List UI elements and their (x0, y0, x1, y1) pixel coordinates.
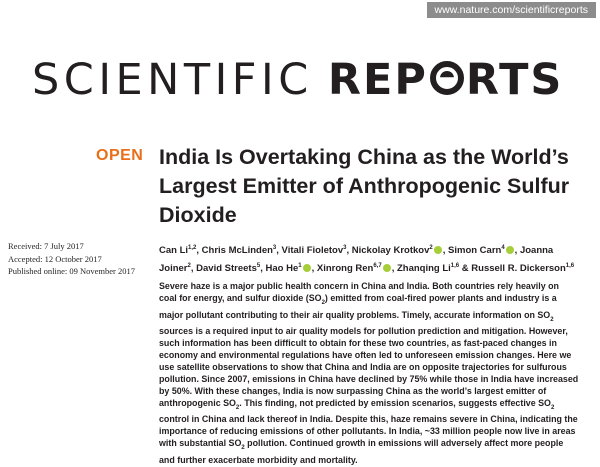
journal-logo-icon (430, 61, 464, 95)
author-separator: , (346, 245, 352, 257)
author-name[interactable]: Hao He (265, 262, 299, 274)
masthead-rep: REP (327, 55, 428, 105)
abstract (159, 281, 579, 467)
author-name[interactable]: Zhanqing Li (396, 262, 451, 274)
author-entry (282, 245, 352, 256)
author-name[interactable]: Russell R. Dickerson (471, 262, 566, 274)
author-affiliation: 2 (429, 245, 433, 251)
author-separator: , (260, 262, 266, 274)
author-entry (448, 245, 520, 256)
abstract-text: ) emitted from coal-fired power plants and industry is a major pollutant contributing to their air quality problems. Timely, accurate information on SO (159, 292, 557, 320)
article-title: India Is Overtaking China as the World’s Largest Emitter of Anthropogenic Sulfur Dioxide (159, 145, 570, 227)
abstract-text: Severe haze is a major public health concern in China and India. Both countries rely heavily on coal for energy, and sulfur dioxide (SO (159, 281, 559, 303)
masthead-rts: RTS (465, 55, 564, 105)
orcid-icon[interactable] (506, 246, 514, 254)
accepted-date: Accepted: 12 October 2017 (8, 253, 102, 264)
author-separator: , (311, 262, 317, 274)
abstract-text: sources is a required input to air quality models for pollution prediction and mitigation. However, such information has been difficult to obtain for these two countries, as fast-paced changes in economy and environmental regulations have often led to unforeseen emission changes. Here we use satellite observations to show that China and India are on opposite trajectories for sulfurous pollution. Since 2007, emissions in China have declined by 75% while those in India have increased by 50%. With these changes, India is now surpassing China as the world’s largest emitter of anthropogenic SO (159, 326, 579, 408)
open-access-label: OPEN (96, 147, 144, 164)
author-separator: , (514, 245, 520, 257)
author-entry (196, 263, 265, 274)
author-entry (471, 263, 574, 274)
author-entry (352, 245, 448, 256)
abstract-subscript: 2 (550, 316, 554, 323)
abstract-text: pollution. Continued growth in emissions will adversely affect more people and further exacerbate morbidity and mortality. (159, 438, 564, 465)
author-separator: , (196, 245, 202, 257)
author-affiliation: 1 (298, 262, 302, 269)
author-separator: & (459, 262, 472, 274)
author-entry (397, 263, 471, 274)
author-affiliation: 1,6 (565, 262, 575, 269)
author-entry (159, 245, 202, 256)
author-separator: , (442, 245, 449, 257)
orcid-icon[interactable] (383, 264, 391, 272)
abstract-subscript: 2 (235, 404, 240, 411)
author-entry (266, 263, 317, 274)
abstract-subscript: 2 (241, 445, 245, 451)
journal-url-link[interactable]: www.nature.com/scientificreports (427, 2, 596, 18)
author-entry (317, 263, 397, 274)
journal-masthead (32, 54, 576, 106)
author-affiliation: 3 (343, 245, 347, 251)
author-name[interactable]: Simon Carn (448, 245, 502, 257)
author-affiliation: 6,7 (373, 262, 382, 269)
orcid-icon[interactable] (434, 246, 442, 254)
author-separator: , (190, 262, 197, 274)
author-affiliation: 1,6 (450, 262, 460, 269)
author-affiliation: 2 (187, 262, 191, 269)
author-name[interactable]: David Streets (196, 262, 257, 274)
abstract-subscript: 2 (321, 299, 325, 306)
published-date: Published online: 09 November 2017 (8, 266, 136, 276)
author-separator: , (391, 262, 397, 274)
author-affiliation: 5 (256, 262, 261, 269)
author-entry (202, 245, 282, 256)
author-name[interactable]: Joanna Joiner (159, 245, 554, 274)
author-name[interactable]: Can Li (159, 245, 189, 257)
author-name[interactable]: Chris McLinden (201, 245, 273, 257)
author-name[interactable]: Vitali Fioletov (281, 245, 344, 257)
orcid-icon[interactable] (303, 264, 311, 272)
author-affiliation: 3 (272, 245, 277, 251)
author-name[interactable]: Nickolay Krotkov (351, 245, 430, 257)
author-affiliation: 1,2 (188, 245, 197, 251)
article-dates (8, 240, 168, 278)
masthead-scientific: SCIENTIFIC (32, 55, 313, 105)
author-name[interactable]: Xinrong Ren (316, 262, 374, 274)
author-affiliation: 4 (501, 245, 505, 251)
masthead-reports (328, 55, 563, 105)
abstract-subscript: 2 (550, 404, 555, 411)
abstract-text: . This finding, not predicted by emission scenarios, suggests effective SO (239, 397, 551, 408)
abstract-text: control in China and lack thereof in India. Despite this, haze remains severe in China, indicating the importance of reducing emissions of other pollutants. In India, ~33 million people now live in areas with substantial SO (159, 414, 578, 449)
author-separator: , (276, 245, 282, 257)
received-date: Received: 7 July 2017 (8, 241, 84, 251)
author-list (159, 241, 579, 276)
